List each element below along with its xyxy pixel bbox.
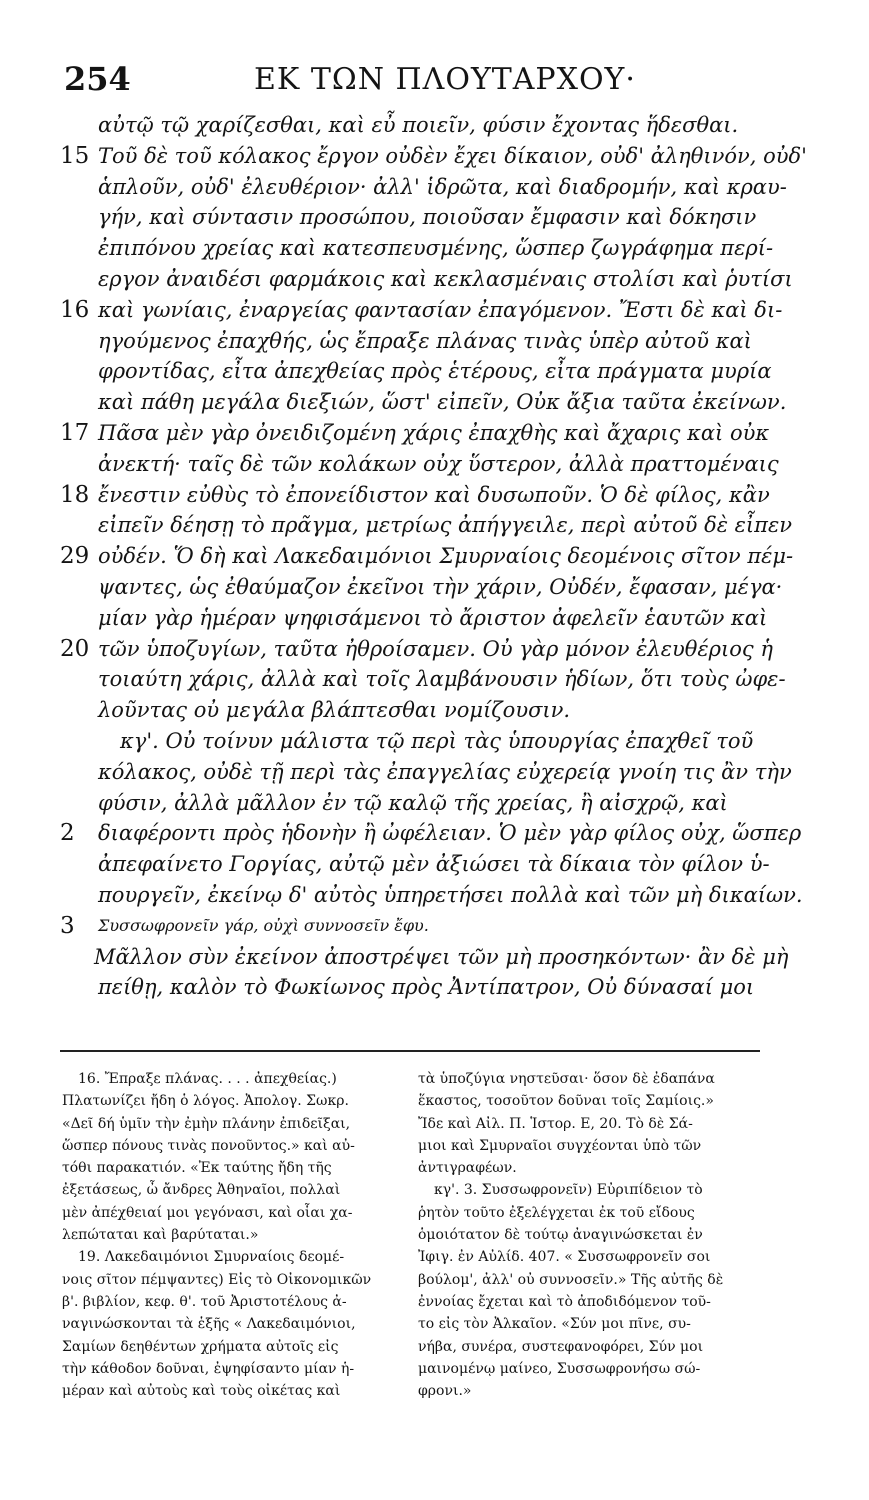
text-line: [60, 141, 807, 172]
text-line: [60, 387, 787, 418]
line-text: Πᾶσα μὲν γὰρ ὀνειδιζομένη χάρις ἐπαχθὴς καὶ ἄχαρις καὶ οὐκ: [98, 420, 770, 445]
text-line: [60, 942, 789, 973]
line-text: κγ'. Οὐ τοίνυν μάλιστα τῷ περὶ τὰς ὑπουργίας ἐπαχθεῖ τοῦ: [120, 728, 754, 753]
text-line: [60, 356, 772, 387]
footnote-line: νήβα, συνέρα, συστεφανοφόρει, Σύν μοι: [418, 1338, 704, 1355]
text-line: [60, 172, 787, 203]
line-number: 29: [60, 543, 90, 570]
footnote-line: ῥητὸν τοῦτο ἐξελέγχεται ἐκ τοῦ εἴδους: [418, 1204, 695, 1221]
footnote-line: φρονι.»: [418, 1383, 472, 1400]
footnote-line: ἐννοίας ἔχεται καὶ τὸ ἀποδιδόμενον τοῦ-: [418, 1293, 711, 1310]
footnote-line: το εἰς τὸν Ἀλκαῖον. «Σύν μοι πῖνε, συ-: [418, 1316, 691, 1333]
line-text: ἀπεφαίνετο Γοργίας, αὐτῷ μὲν ἀξιώσει τὰ δίκαια τὸν φίλον ὑ-: [98, 852, 770, 877]
line-text: εργον ἀναιδέσι φαρμάκοις καὶ κεκλασμέναις στολίσι καὶ ῥυτίσι: [98, 266, 793, 291]
line-number: 20: [60, 635, 90, 662]
footnote-line: κγ'. 3. Συσσωφρονεῖν) Εὐριπίδειον τὸ: [434, 1182, 703, 1199]
line-text: οὐδέν. Ὅ δὴ καὶ Λακεδαιμόνιοι Σμυρναίοις δεομένοις σῖτον πέμ-: [98, 544, 794, 569]
line-text: λοῦντας οὐ μεγάλα βλάπτεσθαι νομίζουσιν.: [98, 698, 571, 723]
footnote-line: νοις σῖτον πέμψαντες) Εἰς τὸ Οἰκονομικῶν: [62, 1271, 372, 1288]
line-text: ἔνεστιν εὐθὺς τὸ ἐπονείδιστον καὶ δυσωποῦν. Ὁ δὲ φίλος, κἂν: [98, 482, 770, 507]
text-line: [60, 233, 772, 264]
text-line: [60, 911, 772, 942]
line-text: φύσιν, ἀλλὰ μᾶλλον ἐν τῷ καλῷ τῆς χρείας, ἢ αἰσχρῷ, καὶ: [98, 790, 728, 815]
page-header: [64, 58, 794, 108]
footnotes-left-column: [62, 1068, 384, 1402]
text-line: [60, 110, 772, 141]
footnote-line: 19. Λακεδαιμόνιοι Σμυρναίοις δεομέ-: [78, 1249, 345, 1266]
text-line: [60, 510, 793, 541]
line-text: ἁπλοῦν, οὐδ' ἐλευθέριον· ἀλλ' ἱδρῶτα, καὶ διαδρομήν, καὶ κραυ-: [98, 174, 787, 199]
line-text: καὶ πάθη μεγάλα διεξιών, ὥστ' εἰπεῖν, Οὐκ ἄξια ταῦτα ἐκείνων.: [98, 390, 787, 415]
footnote-line: ἕκαστος, τοσοῦτον δοῦναι τοῖς Σαμίοις.»: [418, 1093, 714, 1110]
footnote-line: τὰ ὑποζύγια νηστεῦσαι· ὅσον δὲ ἐδαπάνα: [418, 1071, 715, 1087]
line-text: διαφέροντι πρὸς ἡδονὴν ἢ ὠφέλειαν. Ὁ μὲν γὰρ φίλος οὐχ, ὥσπερ: [98, 821, 802, 846]
line-text: Συσσωφρονεῖν γάρ, οὐχὶ συννοσεῖν ἔφυ.: [98, 915, 429, 935]
footnote-line: τὴν κάθοδον δοῦναι, ἐψηφίσαντο μίαν ἡ-: [62, 1360, 355, 1377]
footnote-line: μιοι καὶ Σμυρναῖοι συγχέονται ὑπὸ τῶν: [418, 1137, 702, 1154]
line-text: πείθῃ, καλὸν τὸ Φωκίωνος πρὸς Ἀντίπατρον, Οὐ δύνασαί μοι: [98, 975, 755, 1000]
text-line: [60, 726, 772, 757]
footnote-line: μαινομένῳ μαίνεο, Συσσωφρονήσω σώ-: [418, 1360, 701, 1377]
footnote-line: 16. Ἔπραξε πλάνας. . . . ἀπεχθείας.): [78, 1071, 337, 1087]
text-line: [60, 880, 803, 911]
footnote-divider: [60, 1050, 760, 1052]
line-text: εἰπεῖν δέησῃ τὸ πρᾶγμα, μετρίως ἀπήγγειλε, περὶ αὐτοῦ δὲ εἶπεν: [98, 513, 793, 538]
text-line: [60, 664, 786, 695]
text-line: [60, 295, 783, 326]
line-text: Τοῦ δὲ τοῦ κόλακος ἔργον οὐδὲν ἔχει δίκαιον, οὐδ' ἀληθινόν, οὐδ': [98, 143, 807, 168]
text-line: [60, 449, 779, 480]
line-text: τοιαύτη χάρις, ἀλλὰ καὶ τοῖς λαμβάνουσιν ἡδίων, ὅτι τοὺς ὠφε-: [98, 667, 786, 692]
text-line: [60, 757, 792, 788]
text-line: [60, 264, 793, 295]
text-line: [60, 634, 772, 665]
text-line: [60, 541, 794, 572]
footnote-line: ναγινώσκονται τὰ ἑξῆς « Λακεδαιμόνιοι,: [62, 1316, 356, 1333]
footnote-line: Σαμίων δεηθέντων χρήματα αὐτοῖς εἰς: [62, 1338, 339, 1355]
line-text: πουργεῖν, ἐκείνῳ δ' αὐτὸς ὑπηρετήσει πολλὰ καὶ τῶν μὴ δικαίων.: [98, 882, 803, 907]
footnote-line: Ἰφιγ. ἐν Αὐλίδ. 407. « Συσσωφρονεῖν σοι: [418, 1249, 711, 1266]
line-text: μίαν γὰρ ἡμέραν ψηφισάμενοι τὸ ἄριστον ἀφελεῖν ἑαυτῶν καὶ: [98, 605, 768, 630]
text-line: [60, 202, 772, 233]
line-text: ηγούμενος ἐπαχθής, ὡς ἔπραξε πλάνας τινὰς ὑπὲρ αὐτοῦ καὶ: [98, 328, 752, 353]
line-text: αὐτῷ τῷ χαρίζεσθαι, καὶ εὖ ποιεῖν, φύσιν ἔχοντας ἥδεσθαι.: [98, 113, 739, 137]
footnote-line: ὁμοιότατον δὲ τούτῳ ἀναγινώσκεται ἐν: [418, 1227, 703, 1244]
line-text: ἐπιπόνου χρείας καὶ κατεσπευσμένης, ὥσπερ ζωγράφημα περί-: [98, 236, 774, 261]
text-line: [60, 326, 772, 357]
line-number: 2: [60, 820, 75, 847]
text-line: [60, 788, 772, 819]
text-line: [60, 603, 772, 634]
line-text: καὶ γωνίαις, ἐναργείας φαντασίαν ἐπαγόμενον. Ἔστι δὲ καὶ δι-: [98, 297, 783, 322]
footnote-line: μὲν ἀπέχθειαί μοι γεγόνασι, καὶ οἷαι χα-: [62, 1204, 353, 1221]
footnote-line: «Δεῖ δή ὑμῖν τὴν ἐμὴν πλάνην ἐπιδεῖξαι,: [62, 1115, 351, 1132]
footnote-line: τόθι παρακατιόν. «Ἐκ ταύτης ἤδη τῆς: [62, 1160, 332, 1177]
line-text: τῶν ὑποζυγίων, ταῦτα ἠθροίσαμεν. Οὐ γὰρ μόνον ἐλευθέριος ἡ: [98, 636, 773, 661]
line-text: ψαντες, ὡς ἐθαύμαζον ἐκεῖνοι τὴν χάριν, Οὐδέν, ἔφασαν, μέγα·: [98, 574, 783, 599]
footnote-line: ἀντιγραφέων.: [418, 1160, 517, 1177]
text-line: [60, 572, 783, 603]
line-number: 18: [60, 481, 90, 508]
line-text: γήν, καὶ σύντασιν προσώπου, ποιοῦσαν ἔμφασιν καὶ δόκησιν: [98, 205, 757, 230]
footnotes-right-column: [418, 1068, 740, 1402]
footnote-line: ὥσπερ πόνους τινὰς πονοῦντος.» καὶ αὐ-: [62, 1137, 355, 1154]
text-line: [60, 695, 772, 726]
text-line: [60, 818, 802, 849]
line-text: κόλακος, οὐδὲ τῇ περὶ τὰς ἐπαγγελίας εὐχερείᾳ γνοίη τις ἂν τὴν: [98, 759, 792, 784]
line-number: 15: [60, 142, 90, 169]
footnote-line: Ἴδε καὶ Αἰλ. Π. Ἱστορ. Ε, 20. Τὸ δὲ Σά-: [418, 1115, 693, 1132]
text-line: [60, 849, 772, 880]
line-text: φροντίδας, εἶτα ἀπεχθείας πρὸς ἑτέρους, εἶτα πράγματα μυρία: [98, 359, 772, 384]
line-number: 3: [60, 912, 75, 939]
footnote-line: μέραν καὶ αὐτοὺς καὶ τοὺς οἰκέτας καὶ: [62, 1383, 341, 1400]
footnote-line: λεπώταται καὶ βαρύταται.»: [62, 1227, 259, 1244]
text-line: [60, 480, 772, 511]
line-text: Μᾶλλον σὺν ἐκείνον ἀποστρέψει τῶν μὴ προσηκόντων· ἂν δὲ μὴ: [94, 944, 789, 969]
line-number: 16: [60, 296, 90, 323]
running-head: ΕΚ ΤΩΝ ΠΛΟΥΤΑΡΧΟΥ·: [254, 62, 636, 97]
line-number: 17: [60, 419, 90, 446]
text-line: [60, 972, 772, 1003]
footnote-line: β'. βιβλίον, κεφ. θ'. τοῦ Ἀριστοτέλους ἀ-: [62, 1293, 347, 1310]
page-number: 254: [64, 60, 131, 98]
text-line: [60, 418, 772, 449]
main-text: [60, 110, 807, 1003]
footnote-line: βούλομ', ἀλλ' οὐ συννοσεῖν.» Τῆς αὐτῆς δὲ: [418, 1271, 724, 1288]
footnote-line: Πλατωνίζει ἤδη ὁ λόγος. Ἀπολογ. Σωκρ.: [62, 1093, 349, 1110]
footnote-line: ἐξετάσεως, ὦ ἄνδρες Ἀθηναῖοι, πολλαὶ: [62, 1182, 341, 1199]
line-text: ἀνεκτή· ταῖς δὲ τῶν κολάκων οὐχ ὕστερον, ἀλλὰ πραττομέναις: [98, 451, 779, 476]
